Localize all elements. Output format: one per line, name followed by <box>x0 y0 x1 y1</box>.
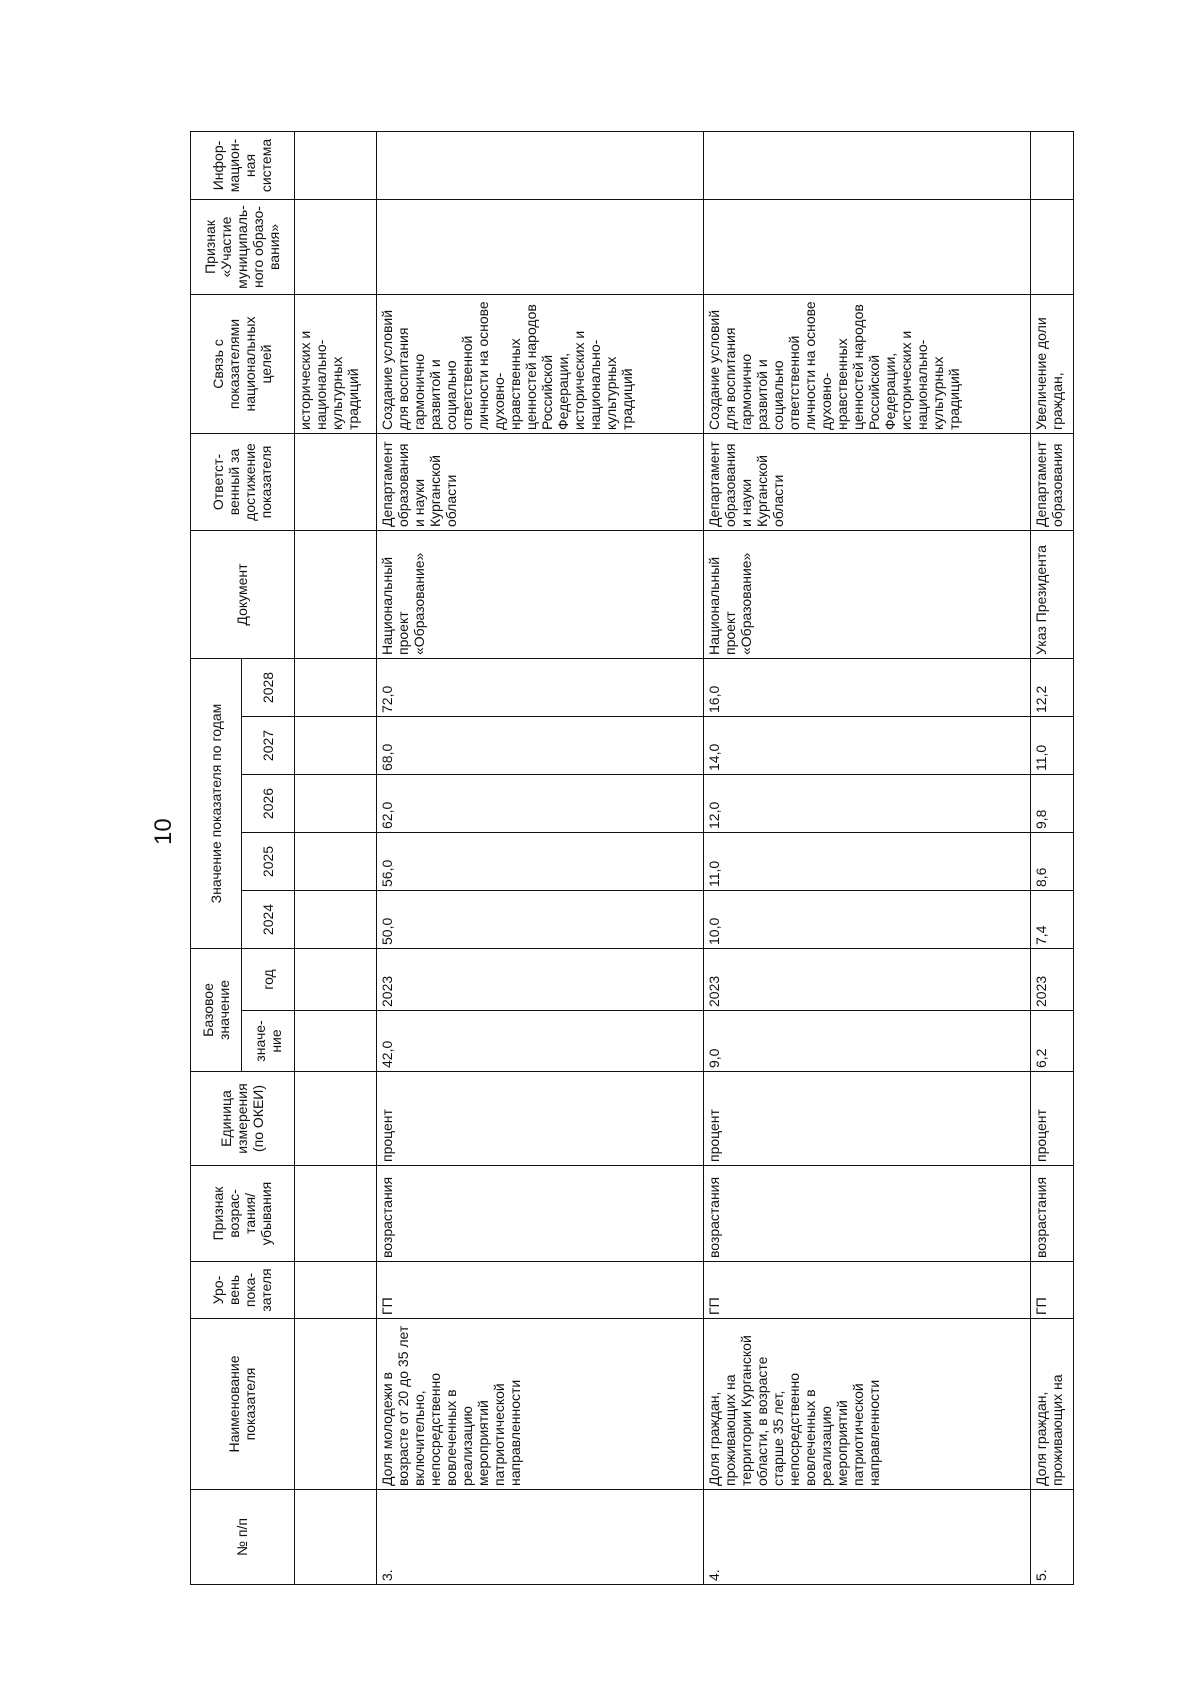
table-row-continued <box>294 132 376 1585</box>
cell-municipal <box>1031 200 1074 295</box>
cell-document: Указ Президента <box>1031 531 1074 659</box>
header-year: 2027 <box>241 717 294 775</box>
cell-empty <box>294 531 376 659</box>
cell-empty <box>294 833 376 891</box>
cell-empty <box>294 717 376 775</box>
cell-responsible: Департамент образования и науки Курганской области <box>376 434 703 531</box>
header-document: Документ <box>191 531 295 659</box>
cell-document: Национальный проект «Образование» <box>704 531 1031 659</box>
cell-empty <box>294 132 376 200</box>
cell-empty <box>294 1319 376 1490</box>
table-row <box>1031 132 1074 1585</box>
indicators-table-rotated <box>190 132 1074 1585</box>
cell-value: 8,6 <box>1031 833 1074 891</box>
cell-empty <box>294 1072 376 1166</box>
cell-empty <box>294 891 376 949</box>
cell-value: 11,0 <box>704 833 1031 891</box>
cell-empty <box>294 434 376 531</box>
header-year: 2028 <box>241 659 294 717</box>
page-number: 10 <box>150 818 177 845</box>
cell-goal-link: Создание условий для воспитания гармонично развитой и социально ответственной личности на основе духовно-нравственных ценностей народов Российской Федерации, исторических и национально-культурных традиций <box>704 295 1031 434</box>
cell-name: Доля граждан, проживающих на территории Курганской области, в возрасте старше 35 лет, непосредственно вовлеченных в реализацию мероприятий патриотической направленности <box>704 1319 1031 1490</box>
cell-value: 68,0 <box>376 717 703 775</box>
cell-base-year: 2023 <box>376 949 703 1011</box>
cell-value: 50,0 <box>376 891 703 949</box>
cell-info-system <box>1031 132 1074 200</box>
cell-empty <box>294 1262 376 1319</box>
header-name: Наименование показателя <box>191 1319 295 1490</box>
cell-value: 9,8 <box>1031 775 1074 833</box>
cell-base-value: 9,0 <box>704 1011 1031 1072</box>
cell-empty <box>294 1166 376 1262</box>
cell-goal-link: Создание условий для воспитания гармонично развитой и социально ответственной личности на основе духовно-нравственных ценностей народов Российской Федерации, исторических и национально-культурных традиций <box>376 295 703 434</box>
cell-num: 4. <box>704 1490 1031 1585</box>
cell-unit: процент <box>704 1072 1031 1166</box>
cell-empty <box>294 1490 376 1585</box>
cell-value: 12,2 <box>1031 659 1074 717</box>
cell-empty <box>294 775 376 833</box>
cell-name: Доля молодежи в возрасте от 20 до 35 лет включительно, непосредственно вовлеченных в реализацию мероприятий патриотической направленности <box>376 1319 703 1490</box>
cell-info-system <box>704 132 1031 200</box>
cell-base-value: 6,2 <box>1031 1011 1074 1072</box>
cell-trend: возрастания <box>704 1166 1031 1262</box>
cell-unit: процент <box>1031 1072 1074 1166</box>
cell-value: 12,0 <box>704 775 1031 833</box>
header-base-year: год <box>241 949 294 1011</box>
header-trend: Признак возрас-тания/ убывания <box>191 1166 295 1262</box>
header-year: 2024 <box>241 891 294 949</box>
header-unit: Единица измерения (по ОКЕИ) <box>191 1072 295 1166</box>
cell-goal-link: Увеличение доли граждан, <box>1031 295 1074 434</box>
cell-value: 16,0 <box>704 659 1031 717</box>
cell-trend: возрастания <box>376 1166 703 1262</box>
cell-empty <box>294 659 376 717</box>
cell-municipal <box>376 200 703 295</box>
cell-level: ГП <box>1031 1262 1074 1319</box>
header-num: № п/п <box>191 1490 295 1585</box>
cell-base-value: 42,0 <box>376 1011 703 1072</box>
header-goal-link: Связь с показателями национальных целей <box>191 295 295 434</box>
cell-value: 72,0 <box>376 659 703 717</box>
header-level: Уро-вень пока-зателя <box>191 1262 295 1319</box>
cell-value: 11,0 <box>1031 717 1074 775</box>
header-base: Базовое значение <box>191 949 242 1072</box>
cell-responsible: Департамент образования и науки Курганской области <box>704 434 1031 531</box>
header-year: 2026 <box>241 775 294 833</box>
cell-num: 3. <box>376 1490 703 1585</box>
cell-value: 7,4 <box>1031 891 1074 949</box>
cell-empty <box>294 1011 376 1072</box>
cell-empty <box>294 949 376 1011</box>
table-row <box>376 132 703 1585</box>
header-values-by-year: Значение показателя по годам <box>191 659 242 949</box>
cell-info-system <box>376 132 703 200</box>
cell-unit: процент <box>376 1072 703 1166</box>
table-row <box>704 132 1031 1585</box>
cell-name: Доля граждан, проживающих на <box>1031 1319 1074 1490</box>
header-municipal: Признак «Участие муниципаль-ного образо-вания» <box>191 200 295 295</box>
cell-level: ГП <box>704 1262 1031 1319</box>
cell-municipal <box>704 200 1031 295</box>
indicators-table <box>190 131 1074 1585</box>
header-year: 2025 <box>241 833 294 891</box>
cell-value: 10,0 <box>704 891 1031 949</box>
cell-goal-link: исторических и национально-культурных традиций <box>294 295 376 434</box>
cell-level: ГП <box>376 1262 703 1319</box>
cell-trend: возрастания <box>1031 1166 1074 1262</box>
header-row-1 <box>191 132 242 1585</box>
cell-value: 62,0 <box>376 775 703 833</box>
cell-responsible: Департамент образования <box>1031 434 1074 531</box>
header-base-value: значе-ние <box>241 1011 294 1072</box>
cell-base-year: 2023 <box>1031 949 1074 1011</box>
cell-value: 56,0 <box>376 833 703 891</box>
cell-num: 5. <box>1031 1490 1074 1585</box>
cell-empty <box>294 200 376 295</box>
cell-value: 14,0 <box>704 717 1031 775</box>
header-info-system: Инфор-мацион-ная система <box>191 132 295 200</box>
cell-base-year: 2023 <box>704 949 1031 1011</box>
header-responsible: Ответст-венный за достижение показателя <box>191 434 295 531</box>
cell-document: Национальный проект «Образование» <box>376 531 703 659</box>
